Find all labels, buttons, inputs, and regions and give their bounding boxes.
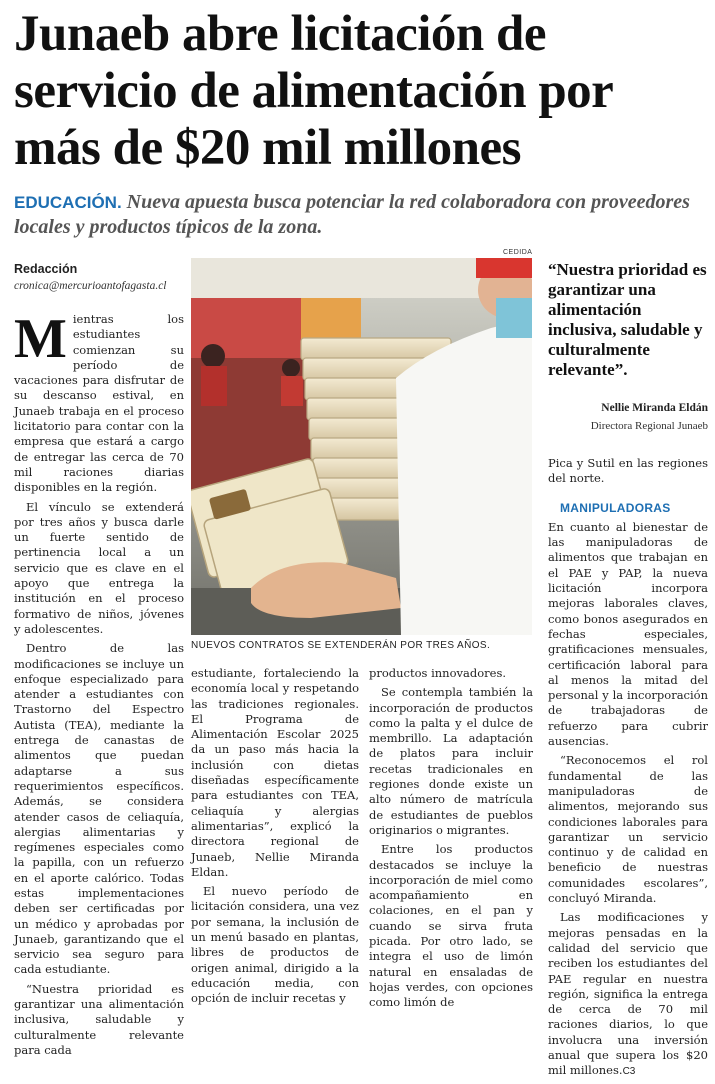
article-photo bbox=[191, 258, 532, 635]
paragraph: Dentro de las modificaciones se incluye un enfoque especializado para atender a estudiantes con Trastorno del Espectro Autista (TEA), mediante la entrega de canastas de alimentos que puedan adaptarse a sus requerimientos específicos. Además, se considera atender casos de celiaquía, alergias alimentarias y regímenes especiales como la papilla, con un refuerzo en el aporte calórico. Todas estas implementaciones deben ser certificadas por un médico y aprobadas por Junaeb, garantizando que el servicio sea seguro para cada estudiante. bbox=[14, 641, 184, 977]
paragraph: productos innovadores. bbox=[369, 666, 507, 680]
headline bbox=[14, 6, 704, 177]
lead-text: Nueva apuesta busca potenciar la red colaboradora con proveedores locales y productos típicos de la zona. bbox=[14, 191, 690, 238]
end-mark-icon: C3 bbox=[622, 1066, 636, 1078]
photo-caption: NUEVOS CONTRATOS SE EXTENDERÁN POR TRES AÑOS. bbox=[191, 640, 491, 651]
byline bbox=[14, 262, 184, 292]
paragraph-text: Las modificaciones y mejoras pensadas en la calidad del servicio que reciben los estudiantes del PAE regular en nuestra región, significa la entrega de cerca de 70 mil raciones diarios, lo que involucra una inversión anual que supera los $20 mil millones. bbox=[548, 910, 708, 1078]
paragraph: El vínculo se extenderá por tres años y busca darle un fuerte sentido de pertinencia local a un servicio que es clave en el apoyo que entrega la institución en el proceso formativo de niños, jóvenes y adolescentes. bbox=[14, 499, 184, 636]
paragraph: Entre los productos destacados se incluye la incorporación de miel como acompañamiento en colaciones, en el pan y cuando se sirva fruta picada. Por otro lado, se integra el uso de limón natural en ensaladas de hojas verdes, con opciones como limón de bbox=[369, 842, 533, 1010]
paragraph: estudiante, fortaleciendo la economía local y respetando las tradiciones regionales. El Programa de Alimentación Escolar 2025 da un paso más hacia la inclusión con dietas diseñadas específicamente para estudiantes con TEA, celiaquía y alergias alimentarias”, explicó la directora regional de Junaeb, Nellie Miranda Eldan. bbox=[191, 666, 359, 879]
paragraph bbox=[14, 308, 184, 496]
byline-name: Redacción bbox=[14, 262, 78, 276]
paragraph: “Reconocemos el rol fundamental de las manipuladoras de alimentos, mejorando sus condiciones laborales para garantizar un servicio continuo y de calidad en beneficio de nuestras comunidades escolares”, concluyó Miranda. bbox=[548, 753, 708, 906]
paragraph: Pica y Sutil en las regiones del norte. bbox=[548, 456, 708, 486]
paragraph: En cuanto al bienestar de las manipuladoras de alimentos que trabajan en el PAE y PAP, la nueva licitación incorpora mejoras laborales claves, como bonos asegurados en fechas especiales, gratificaciones mensuales, certificación laboral para al menos la mitad del personal y la incorporación de trabajadoras de refuerzo para cubrir ausencias. bbox=[548, 519, 708, 749]
pull-quote-role: Directora Regional Junaeb bbox=[590, 420, 708, 432]
pull-quote-author: Nellie Miranda Eldán bbox=[601, 402, 708, 414]
pull-quote-text: “Nuestra prioridad es garantizar una alimentación inclusiva, saludable y culturalmente relevante”. bbox=[548, 260, 707, 379]
photo-credit: CEDIDA bbox=[503, 249, 533, 256]
section-tag: EDUCACIÓN. bbox=[14, 193, 122, 212]
paragraph: Se contempla también la incorporación de productos como la palta y el dulce de membrillo. La adaptación de platos para incluir recetas tradicionales en regiones donde existe un alto número de matrícula de estudiantes de pueblos originarios o migrantes. bbox=[369, 685, 533, 837]
article-column-1 bbox=[14, 308, 184, 1062]
article-column-2 bbox=[191, 666, 359, 1011]
article-column-3 bbox=[369, 666, 533, 1015]
cafeteria-trays-illustration bbox=[191, 258, 532, 635]
paragraph: “Nuestra prioridad es garantizar una alimentación inclusiva, saludable y culturalmente relevante para cada bbox=[14, 981, 184, 1057]
headline-line-2: servicio de alimentación por bbox=[14, 63, 614, 119]
drop-cap: M bbox=[14, 308, 67, 370]
headline-line-3: más de $20 mil millones bbox=[14, 120, 521, 176]
byline-email: cronica@mercurioantofagasta.cl bbox=[14, 280, 167, 292]
paragraph-text: ientras los estudiantes comienzan su período de vacaciones para disfrutar de su descanso estival, en Junaeb trabaja en el proceso licitatorio para contar con la empresa que estará a cargo de entregar las cerca de 70 mil raciones diarias disponibles en la región. bbox=[14, 312, 184, 495]
lead-paragraph bbox=[14, 190, 704, 239]
paragraph: El nuevo período de licitación considera, una vez por semana, la inclusión de un menú basado en plantas, libres de productos de origen animal, dirigido a la educación media, con opción de incluir recetas y bbox=[191, 884, 359, 1006]
headline-line-1: Junaeb abre licitación de bbox=[14, 6, 546, 62]
paragraph bbox=[548, 910, 708, 1079]
section-subhead: MANIPULADORAS bbox=[560, 500, 671, 515]
pull-quote bbox=[548, 260, 708, 432]
article-column-4 bbox=[548, 456, 708, 1084]
